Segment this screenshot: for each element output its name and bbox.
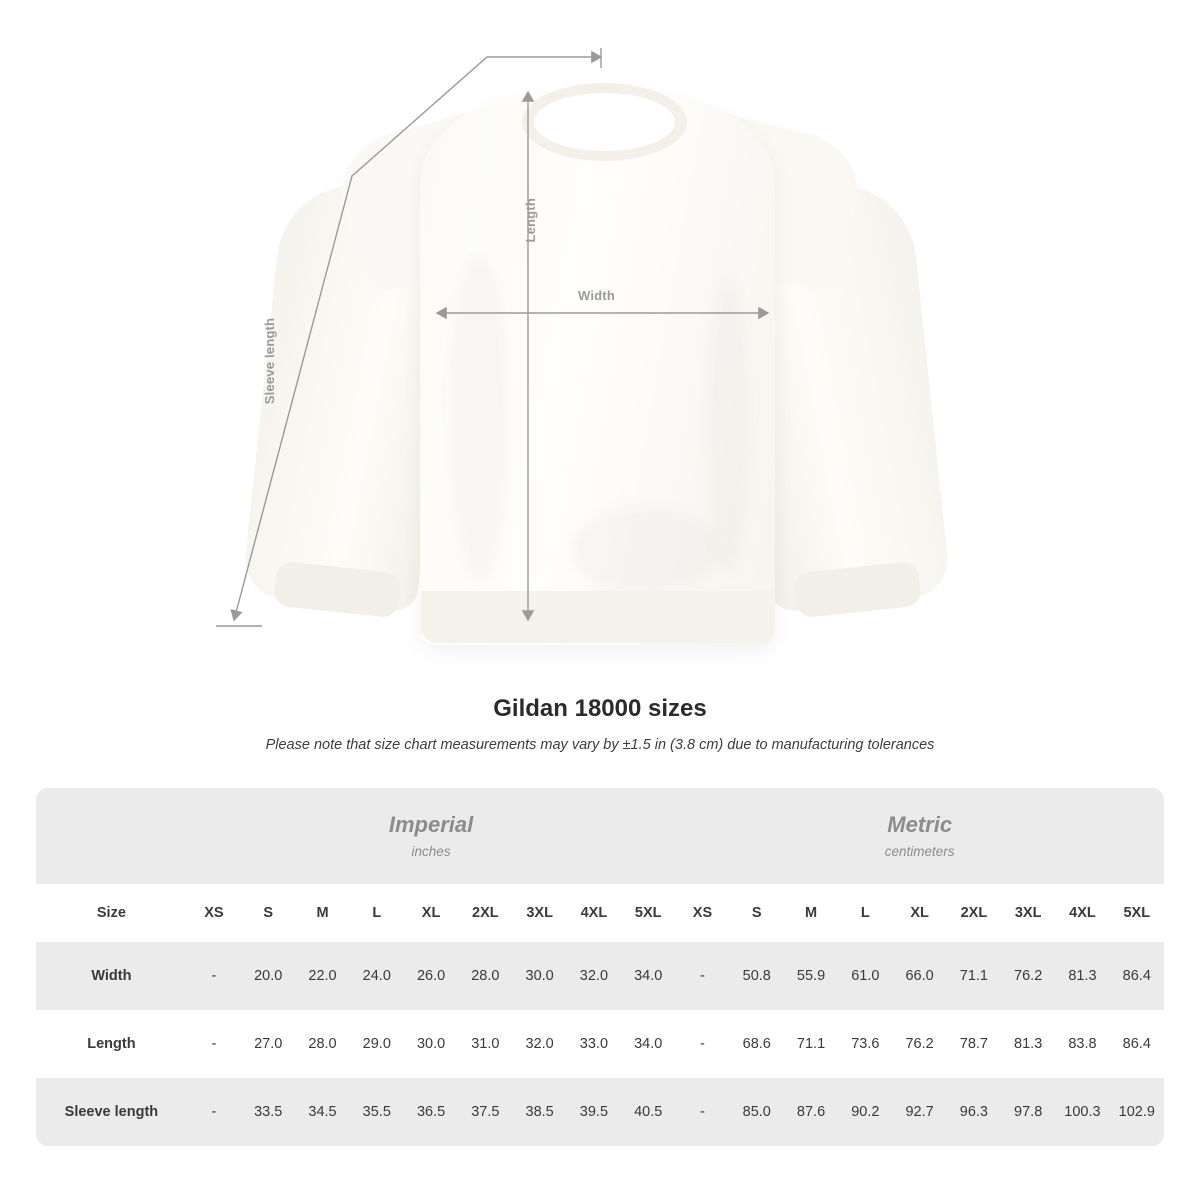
title-block xyxy=(0,695,1200,753)
fabric-fold xyxy=(450,255,510,585)
measurement-cell-imperial: 28.0 xyxy=(458,942,512,1010)
unit-header-metric xyxy=(675,788,1164,884)
measurement-cell-imperial: 36.5 xyxy=(404,1078,458,1146)
measurement-cell-metric: 68.6 xyxy=(730,1010,784,1078)
size-header-cell: 4XL xyxy=(567,884,621,942)
unit-name-metric: Metric xyxy=(887,812,953,838)
size-header-cell: 5XL xyxy=(621,884,675,942)
unit-sub-imperial: inches xyxy=(411,843,451,859)
measurement-cell-imperial: 32.0 xyxy=(567,942,621,1010)
hem-shape xyxy=(421,591,774,643)
unit-name-imperial: Imperial xyxy=(388,812,474,838)
size-header-cell: L xyxy=(838,884,892,942)
measurement-cell-metric: 90.2 xyxy=(838,1078,892,1146)
unit-header-row xyxy=(36,788,1164,884)
measurement-cell-imperial: 34.5 xyxy=(295,1078,349,1146)
size-table-wrapper xyxy=(36,788,1164,1146)
measurement-cell-metric: 55.9 xyxy=(784,942,838,1010)
table-row xyxy=(36,1078,1164,1146)
measurement-cell-imperial: 39.5 xyxy=(567,1078,621,1146)
measurement-cell-metric: 87.6 xyxy=(784,1078,838,1146)
measurement-cell-metric: 97.8 xyxy=(1001,1078,1055,1146)
measurement-cell-imperial: 33.5 xyxy=(241,1078,295,1146)
size-header-label: Size xyxy=(36,884,187,942)
measurement-cell-imperial: 30.0 xyxy=(512,942,566,1010)
measurement-cell-metric: - xyxy=(675,1078,729,1146)
measurement-cell-imperial: 38.5 xyxy=(512,1078,566,1146)
measurement-cell-metric: 71.1 xyxy=(784,1010,838,1078)
measurement-cell-imperial: 34.0 xyxy=(621,942,675,1010)
unit-header-imperial xyxy=(187,788,676,884)
fabric-fold xyxy=(570,505,720,595)
size-header-cell: S xyxy=(730,884,784,942)
measurement-cell-metric: 100.3 xyxy=(1055,1078,1109,1146)
measurement-cell-imperial: - xyxy=(187,942,241,1010)
size-header-cell: 2XL xyxy=(458,884,512,942)
measurement-cell-metric: 86.4 xyxy=(1110,1010,1164,1078)
measurement-cell-metric: 76.2 xyxy=(892,1010,946,1078)
measurement-cell-imperial: - xyxy=(187,1078,241,1146)
measurement-cell-imperial: - xyxy=(187,1010,241,1078)
measurement-cell-imperial: 31.0 xyxy=(458,1010,512,1078)
measurement-cell-metric: 71.1 xyxy=(947,942,1001,1010)
unit-sub-metric: centimeters xyxy=(884,843,955,859)
measurement-cell-imperial: 40.5 xyxy=(621,1078,675,1146)
table-row xyxy=(36,942,1164,1010)
size-header-cell: L xyxy=(350,884,404,942)
size-header-cell: XL xyxy=(404,884,458,942)
measurement-cell-metric: 92.7 xyxy=(892,1078,946,1146)
size-header-cell: M xyxy=(295,884,349,942)
measurement-cell-metric: 96.3 xyxy=(947,1078,1001,1146)
measurement-cell-metric: 86.4 xyxy=(1110,942,1164,1010)
measurement-cell-imperial: 24.0 xyxy=(350,942,404,1010)
sweatshirt-graphic xyxy=(225,75,975,645)
size-header-cell: XS xyxy=(675,884,729,942)
measurement-cell-imperial: 35.5 xyxy=(350,1078,404,1146)
collar-opening xyxy=(534,93,675,151)
page-title: Gildan 18000 sizes xyxy=(493,695,707,722)
measurement-cell-metric: 73.6 xyxy=(838,1010,892,1078)
size-header-cell: S xyxy=(241,884,295,942)
measurement-cell-metric: 76.2 xyxy=(1001,942,1055,1010)
size-header-cell: 3XL xyxy=(512,884,566,942)
measurement-cell-metric: - xyxy=(675,1010,729,1078)
measurement-cell-metric: 81.3 xyxy=(1001,1010,1055,1078)
length-label: Length xyxy=(523,198,538,243)
measurement-cell-metric: 66.0 xyxy=(892,942,946,1010)
size-header-cell: M xyxy=(784,884,838,942)
measurement-cell-metric: 85.0 xyxy=(730,1078,784,1146)
sleeve-length-label: Sleeve length xyxy=(262,316,277,407)
measurement-cell-metric: - xyxy=(675,942,729,1010)
size-header-cell: 2XL xyxy=(947,884,1001,942)
measurement-cell-imperial: 29.0 xyxy=(350,1010,404,1078)
width-label: Width xyxy=(578,288,615,303)
size-table xyxy=(36,788,1164,1146)
measurement-cell-imperial: 30.0 xyxy=(404,1010,458,1078)
measurement-cell-metric: 83.8 xyxy=(1055,1010,1109,1078)
measurement-cell-metric: 61.0 xyxy=(838,942,892,1010)
measurement-cell-metric: 81.3 xyxy=(1055,942,1109,1010)
size-header-cell: XS xyxy=(187,884,241,942)
measurement-cell-imperial: 37.5 xyxy=(458,1078,512,1146)
table-row xyxy=(36,1010,1164,1078)
measurement-cell-imperial: 20.0 xyxy=(241,942,295,1010)
measurement-cell-imperial: 22.0 xyxy=(295,942,349,1010)
measurement-cell-imperial: 32.0 xyxy=(512,1010,566,1078)
measurement-cell-imperial: 33.0 xyxy=(567,1010,621,1078)
size-header-cell: 5XL xyxy=(1110,884,1164,942)
row-label: Width xyxy=(36,942,187,1010)
size-header-row xyxy=(36,884,1164,942)
measurement-cell-imperial: 34.0 xyxy=(621,1010,675,1078)
measurement-cell-imperial: 28.0 xyxy=(295,1010,349,1078)
size-header-cell: 3XL xyxy=(1001,884,1055,942)
size-header-cell: 4XL xyxy=(1055,884,1109,942)
measurement-cell-metric: 102.9 xyxy=(1110,1078,1164,1146)
unit-header-blank xyxy=(36,788,187,884)
tolerance-note: Please note that size chart measurements may vary by ±1.5 in (3.8 cm) due to manufacturing tolerances xyxy=(265,737,935,753)
measurement-cell-metric: 78.7 xyxy=(947,1010,1001,1078)
measurement-cell-imperial: 26.0 xyxy=(404,942,458,1010)
size-header-cell: XL xyxy=(892,884,946,942)
measurement-cell-metric: 50.8 xyxy=(730,942,784,1010)
measurement-cell-imperial: 27.0 xyxy=(241,1010,295,1078)
row-label: Length xyxy=(36,1010,187,1078)
row-label: Sleeve length xyxy=(36,1078,187,1146)
